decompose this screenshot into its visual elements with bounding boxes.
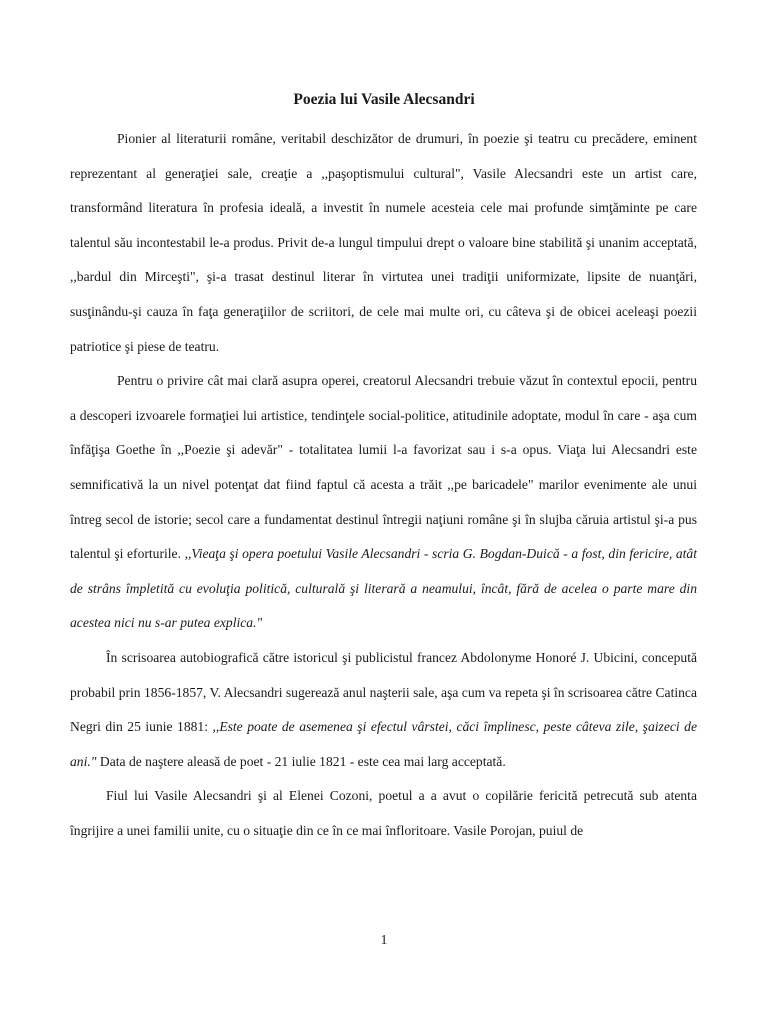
paragraph-3-text: În scrisoarea autobiografică către istoricul şi publicistul francez Abdolonyme Honoré J. Ubicini, concepută probabil prin 1856-1857, V. Alecsandri sugerează anul naşterii sale, aşa cum va repeta şi în scrisoarea către Catinca Negri din 25 iunie 1881: bbox=[70, 649, 697, 735]
paragraph-3 bbox=[70, 641, 697, 779]
paragraph-1 bbox=[70, 122, 697, 364]
paragraph-2 bbox=[70, 364, 697, 641]
document-body bbox=[70, 122, 697, 848]
paragraph-4 bbox=[70, 779, 697, 848]
paragraph-3-quote: ,,Este poate de asemenea şi efectul vârstei, căci împlinesc, peste câteva zile, şaizeci de ani." bbox=[70, 719, 698, 769]
page-number: 1 bbox=[380, 932, 388, 947]
paragraph-2-text: Pentru o privire cât mai clară asupra operei, creatorul Alecsandri trebuie văzut în contextul epocii, pentru a descoperi izvoarele formaţiei lui artistice, tendinţele social-politice, atitudinile adoptate, modul în care - aşa cum înfăţişa Goethe în ,,Poezie şi adevăr" - totalitatea lumii l-a favorizat sau i s-a opus. Viaţa lui Alecsandri este semnificativă la un nivel potenţat dat fiind faptul că acesta a trăit ,,pe baricadele" marilor evenimente ale unui întreg secol de istorie; secol care a fundamentat destinul întregii naţiuni române şi în slujba căruia artistul şi-a pus talentul şi eforturile. bbox=[70, 373, 697, 562]
paragraph-2-quote: ,,Vieaţa şi opera poetului Vasile Alecsandri - scria G. Bogdan-Duică - a fost, din fericire, atât de strâns împletită cu evoluţia politică, culturală şi literară a neamului, încât, fără de acelea o parte mare din acestea nici nu s-ar putea explica." bbox=[70, 546, 698, 631]
paragraph-3-text-after: Data de naştere aleasă de poet - 21 iulie 1821 - este cea mai larg acceptată. bbox=[99, 753, 506, 769]
paragraph-1-text: Pionier al literaturii române, veritabil deschizător de drumuri, în poezie şi teatru cu precădere, eminent reprezentant al generaţiei sale, creaţie a ,,paşoptismului cultural", Vasile Alecsandri este un artist care, transformând literatura în profesia ideală, a investit în numele acesteia cele mai profunde simţăminte pe care talentul său incontestabil le-a produs. Privit de-a lungul timpului drept o valoare bine stabilită şi unanim acceptată, ,,bardul din Mirceşti", şi-a trasat destinul literar în virtutea unei tradiţii uniformizate, lipsite de nuanţări, susţinându-şi cauza în faţa generaţiilor de scriitori, de cele mai multe ori, cu câteva şi de obicei aceleaşi poezii patriotice şi piese de teatru. bbox=[70, 131, 697, 354]
document-title: Poezia lui Vasile Alecsandri bbox=[293, 91, 475, 108]
paragraph-4-text: Fiul lui Vasile Alecsandri şi al Elenei Cozoni, poetul a a avut o copilărie fericită petrecută sub atenta îngrijire a unei familii unite, cu o situaţie din ce în ce mai înfloritoare. Vasile Porojan, puiul de bbox=[70, 788, 697, 838]
